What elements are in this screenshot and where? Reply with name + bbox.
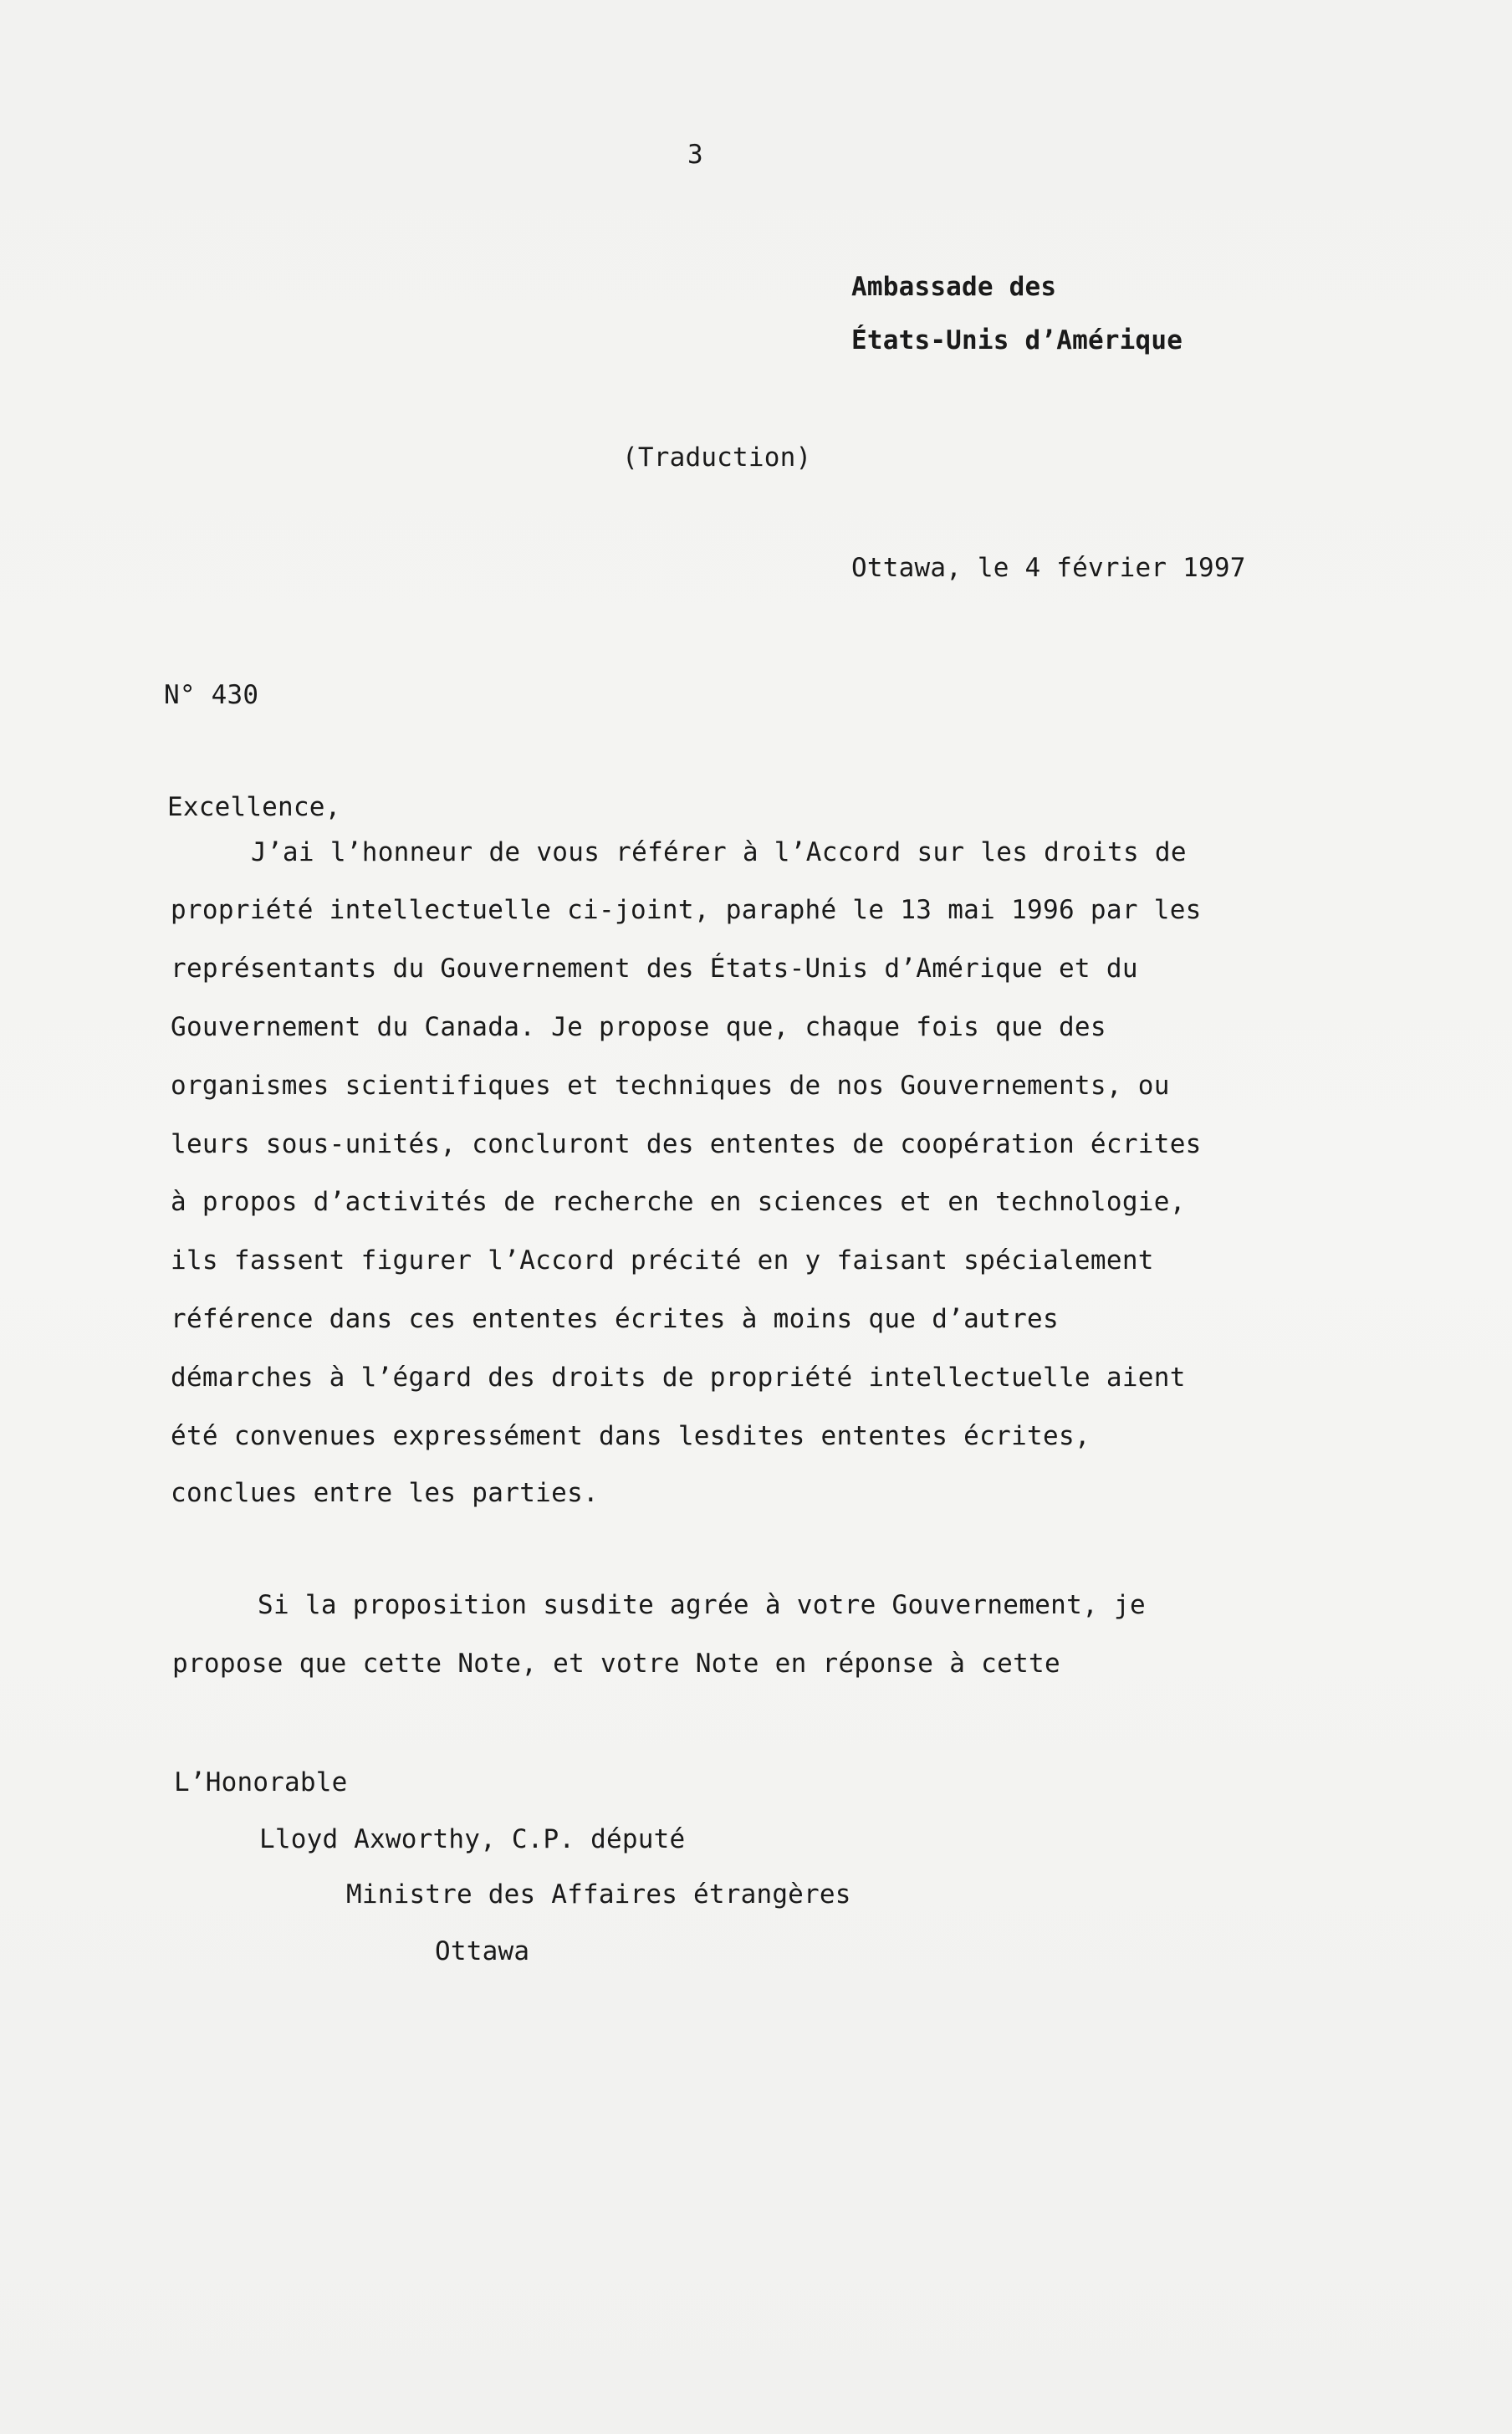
paragraph-1-line: représentants du Gouvernement des États-Unis d’Amérique et du [171,954,1138,984]
paragraph-1-line: démarches à l’égard des droits de propriété intellectuelle aient [171,1363,1186,1393]
addressee-title: L’Honorable [174,1767,348,1797]
paragraph-1-line: organismes scientifiques et techniques de nos Gouvernements, ou [171,1071,1170,1101]
reference-number: N° 430 [164,680,259,710]
paragraph-1-line: conclues entre les parties. [171,1478,600,1508]
paragraph-2-line: Si la proposition susdite agrée à votre Gouvernement, je [258,1590,1146,1620]
paragraph-1-line: ils fassent figurer l’Accord précité en y faisant spécialement [171,1245,1154,1276]
addressee-office: Ministre des Affaires étrangères [346,1879,851,1910]
translation-note: (Traduction) [622,442,812,473]
paragraph-2-line: propose que cette Note, et votre Note en réponse à cette [172,1649,1060,1679]
letterhead-line-1: Ambassade des [851,272,1057,302]
salutation: Excellence, [167,792,341,822]
page-number: 3 [687,140,703,170]
paragraph-1-line: leurs sous-unités, concluront des ententes de coopération écrites [171,1129,1202,1159]
paragraph-1-line: Gouvernement du Canada. Je propose que, chaque fois que des [171,1012,1106,1042]
paragraph-1-line: J’ai l’honneur de vous référer à l’Accord sur les droits de [251,837,1187,867]
paragraph-1-line: propriété intellectuelle ci-joint, paraphé le 13 mai 1996 par les [171,895,1202,925]
paragraph-1-line: été convenues expressément dans lesdites ententes écrites, [171,1421,1091,1451]
addressee-name: Lloyd Axworthy, C.P. député [259,1824,686,1854]
letterhead-line-2: États-Unis d’Amérique [851,325,1183,355]
paragraph-1-line: référence dans ces ententes écrites à moins que d’autres [171,1304,1059,1334]
paragraph-1-line: à propos d’activités de recherche en sciences et en technologie, [171,1187,1186,1217]
date-line: Ottawa, le 4 février 1997 [851,553,1246,583]
addressee-city: Ottawa [435,1936,530,1966]
